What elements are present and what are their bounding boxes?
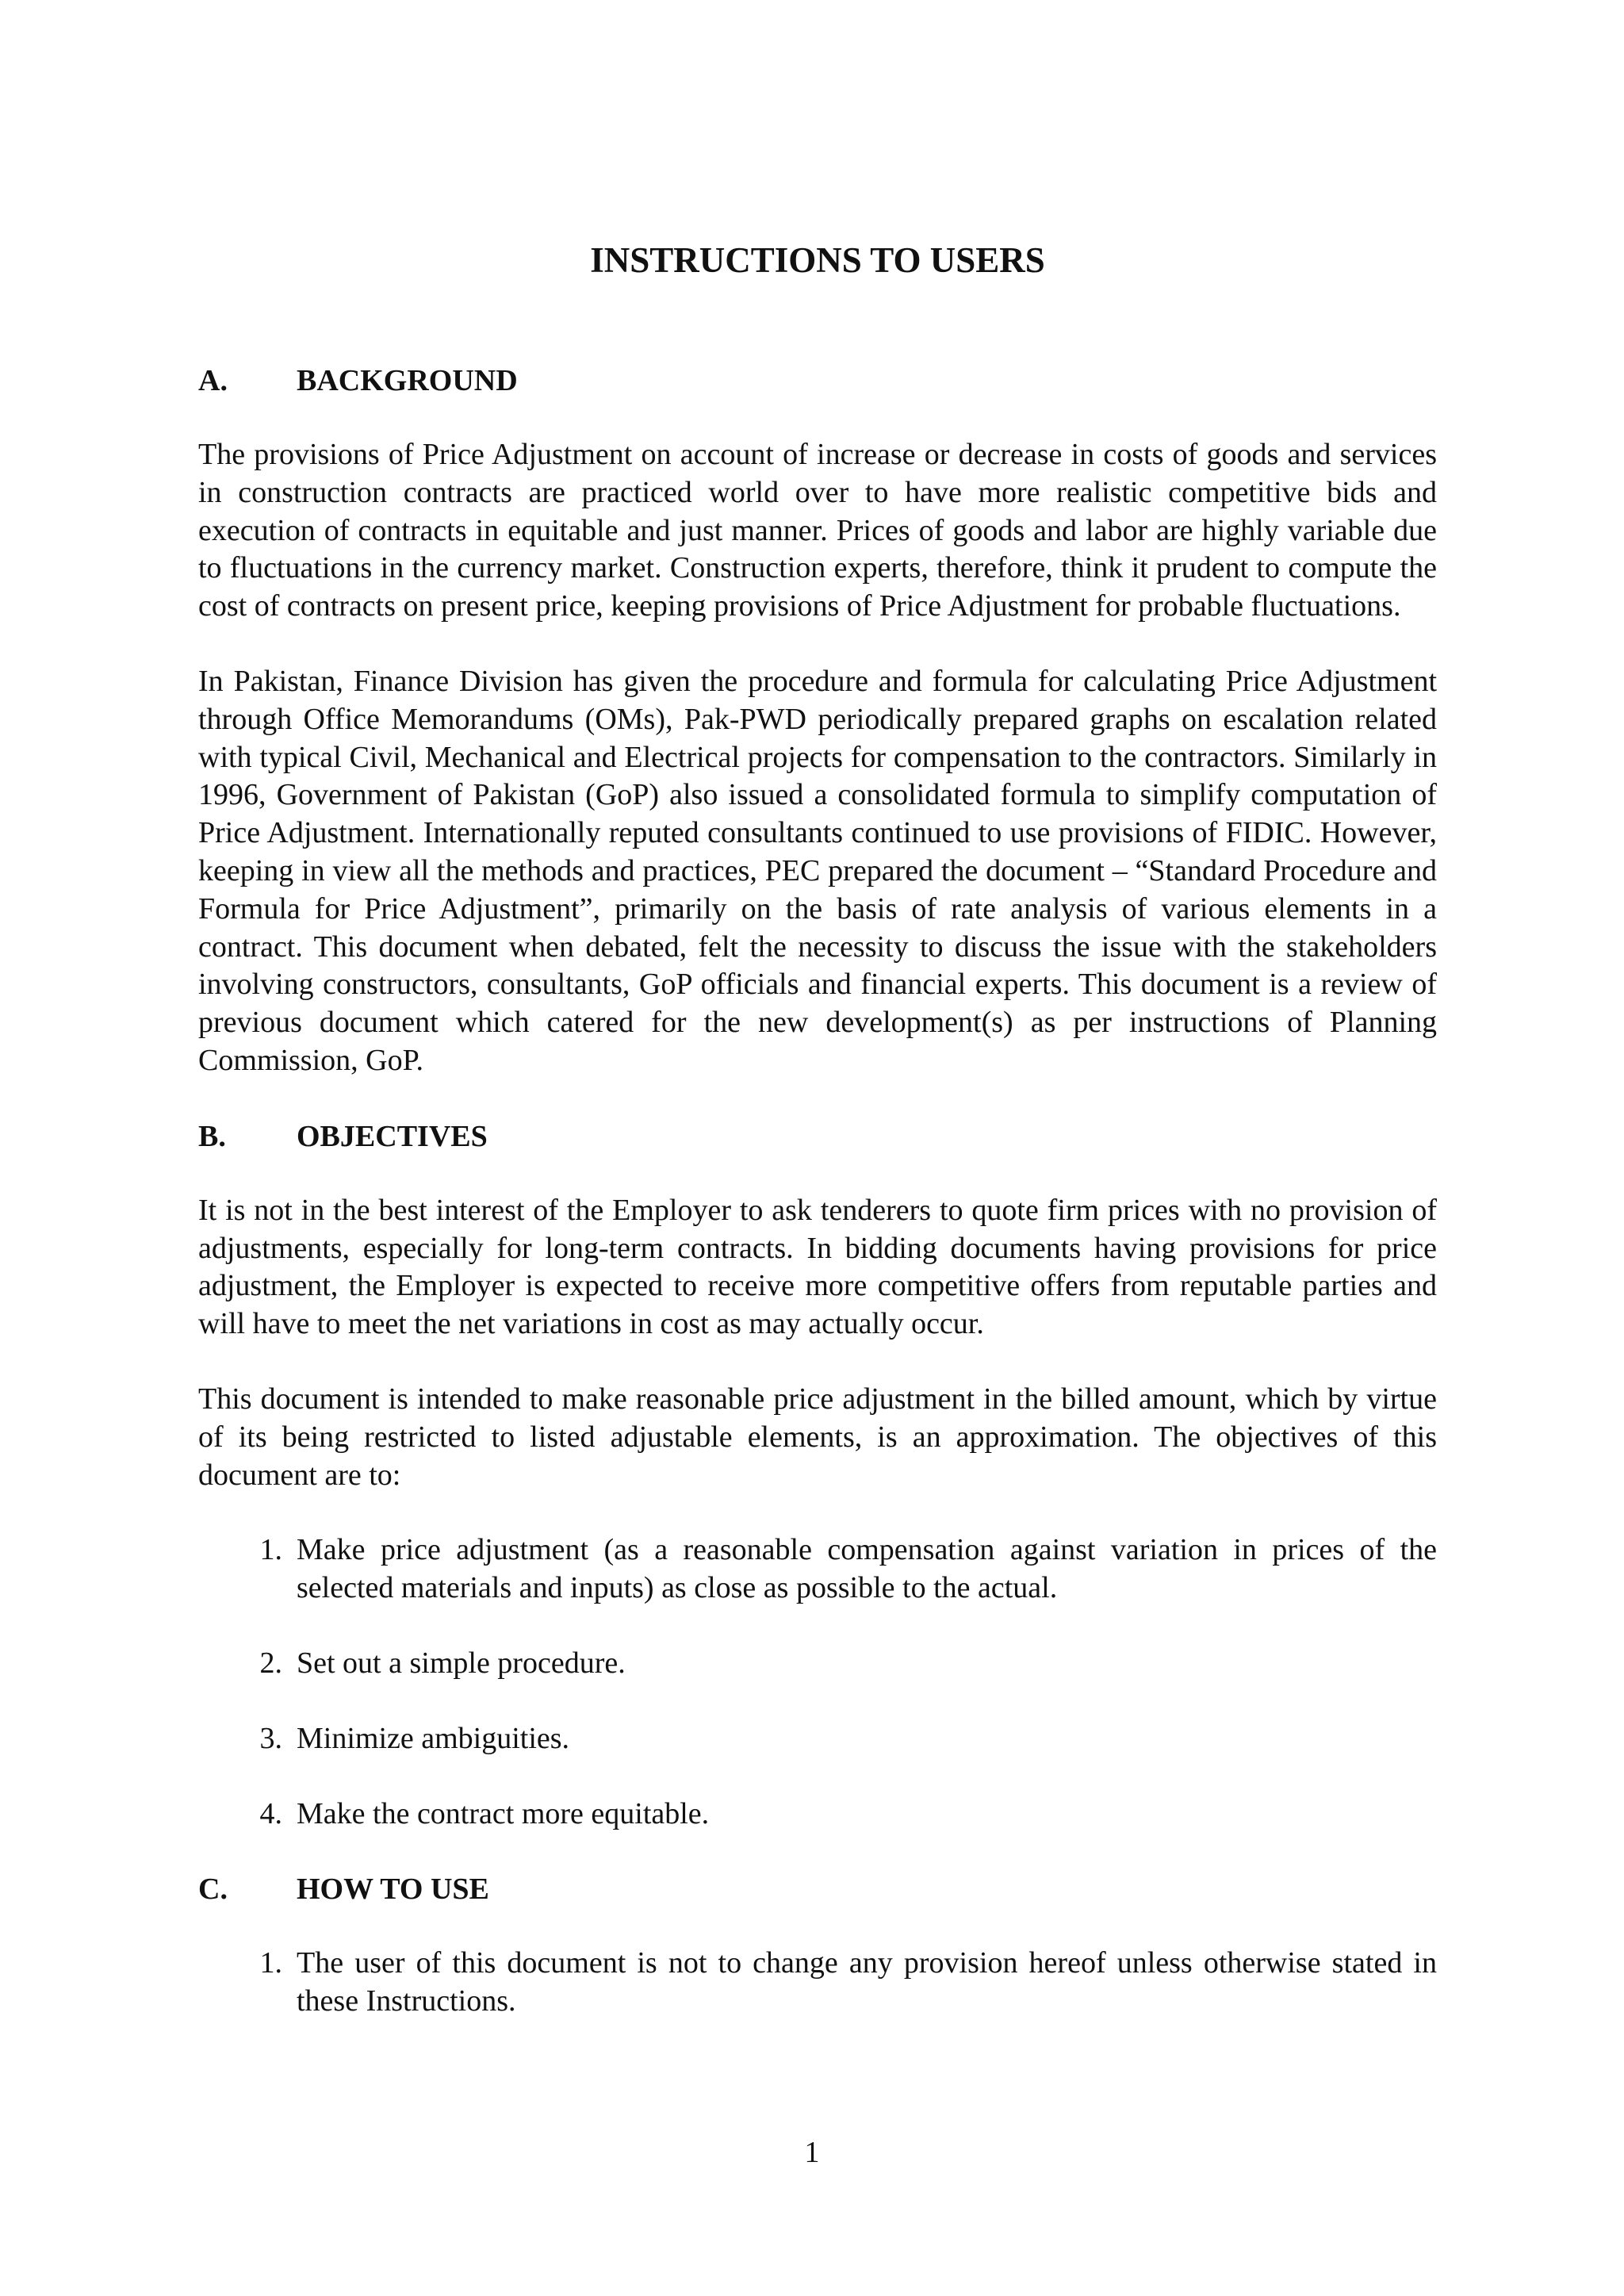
section-c-letter: C. xyxy=(198,1872,228,1907)
list-item-text: Make the contract more equitable. xyxy=(297,1796,710,1830)
objectives-paragraph-1: It is not in the best interest of the Employer to ask tenderers to quote firm prices with no provision of adjustments, especially for long-term contracts. In bidding documents having provisions for price adjustment, the Employer is expected to receive more competitive offers from reputable parties and will have to meet the net variations in cost as may actually occur. xyxy=(198,1193,1437,1341)
list-item xyxy=(198,1720,1437,1758)
objectives-list xyxy=(198,1531,1437,1833)
list-item-text: Minimize ambiguities. xyxy=(297,1721,570,1755)
how-to-use-list xyxy=(198,1945,1437,2021)
section-b-title: OBJECTIVES xyxy=(297,1119,488,1153)
section-b-heading xyxy=(198,1117,1437,1156)
section-a-heading xyxy=(198,362,1437,400)
list-item xyxy=(198,1645,1437,1683)
list-item-text: Set out a simple procedure. xyxy=(297,1646,626,1680)
list-item-text: Make price adjustment (as a reasonable compensation against variation in prices of the selected materials and inputs) as close as possible to the actual. xyxy=(297,1533,1437,1605)
objectives-paragraph-2: This document is intended to make reasonable price adjustment in the billed amount, which by virtue of its being restricted to listed adjustable elements, is an approximation. The objectives of this document are to: xyxy=(198,1382,1437,1492)
list-item xyxy=(198,1531,1437,1608)
page-content xyxy=(198,238,1437,2058)
section-a-letter: A. xyxy=(198,364,228,397)
list-item-number: 1. xyxy=(259,1946,282,1980)
page-number: 1 xyxy=(804,2136,820,2169)
section-b-letter: B. xyxy=(198,1119,226,1153)
list-item-number: 3. xyxy=(259,1721,282,1755)
section-a-title: BACKGROUND xyxy=(297,364,518,397)
section-c-heading xyxy=(198,1870,1437,1908)
list-item-number: 2. xyxy=(259,1646,282,1680)
list-item-number: 4. xyxy=(259,1796,282,1830)
list-item-text: The user of this document is not to change any provision hereof unless otherwise stated in these Instructions. xyxy=(297,1946,1437,2018)
page-title: INSTRUCTIONS TO USERS xyxy=(590,240,1045,280)
list-item-number: 1. xyxy=(259,1533,282,1567)
list-item xyxy=(198,1945,1437,2021)
background-paragraph-2: In Pakistan, Finance Division has given the procedure and formula for calculating Price Adjustment through Office Memorandums (OMs), Pak-PWD periodically prepared graphs on escalation related with typical Civil, Mechanical and Electrical projects for compensation to the contractors. Similarly in 1996, Government of Pakistan (GoP) also issued a consolidated formula to simplify computation of Price Adjustment. Internationally reputed consultants continued to use provisions of FIDIC. However, keeping in view all the methods and practices, PEC prepared the document – “Standard Procedure and Formula for Price Adjustment”, primarily on the basis of rate analysis of various elements in a contract. This document when debated, felt the necessity to discuss the issue with the stakeholders involving constructors, consultants, GoP officials and financial experts. This document is a review of previous document which catered for the new development(s) as per instructions of Planning Commission, GoP. xyxy=(198,664,1437,1077)
section-c-title: HOW TO USE xyxy=(297,1872,489,1907)
list-item xyxy=(198,1796,1437,1834)
background-paragraph-1: The provisions of Price Adjustment on account of increase or decrease in costs of goods and services in construction contracts are practiced world over to have more realistic competitive bids and execution of contracts in equitable and just manner. Prices of goods and labor are highly variable due to fluctuations in the currency market. Construction experts, therefore, think it prudent to compute the cost of contracts on present price, keeping provisions of Price Adjustment for probable fluctuations. xyxy=(198,438,1437,623)
